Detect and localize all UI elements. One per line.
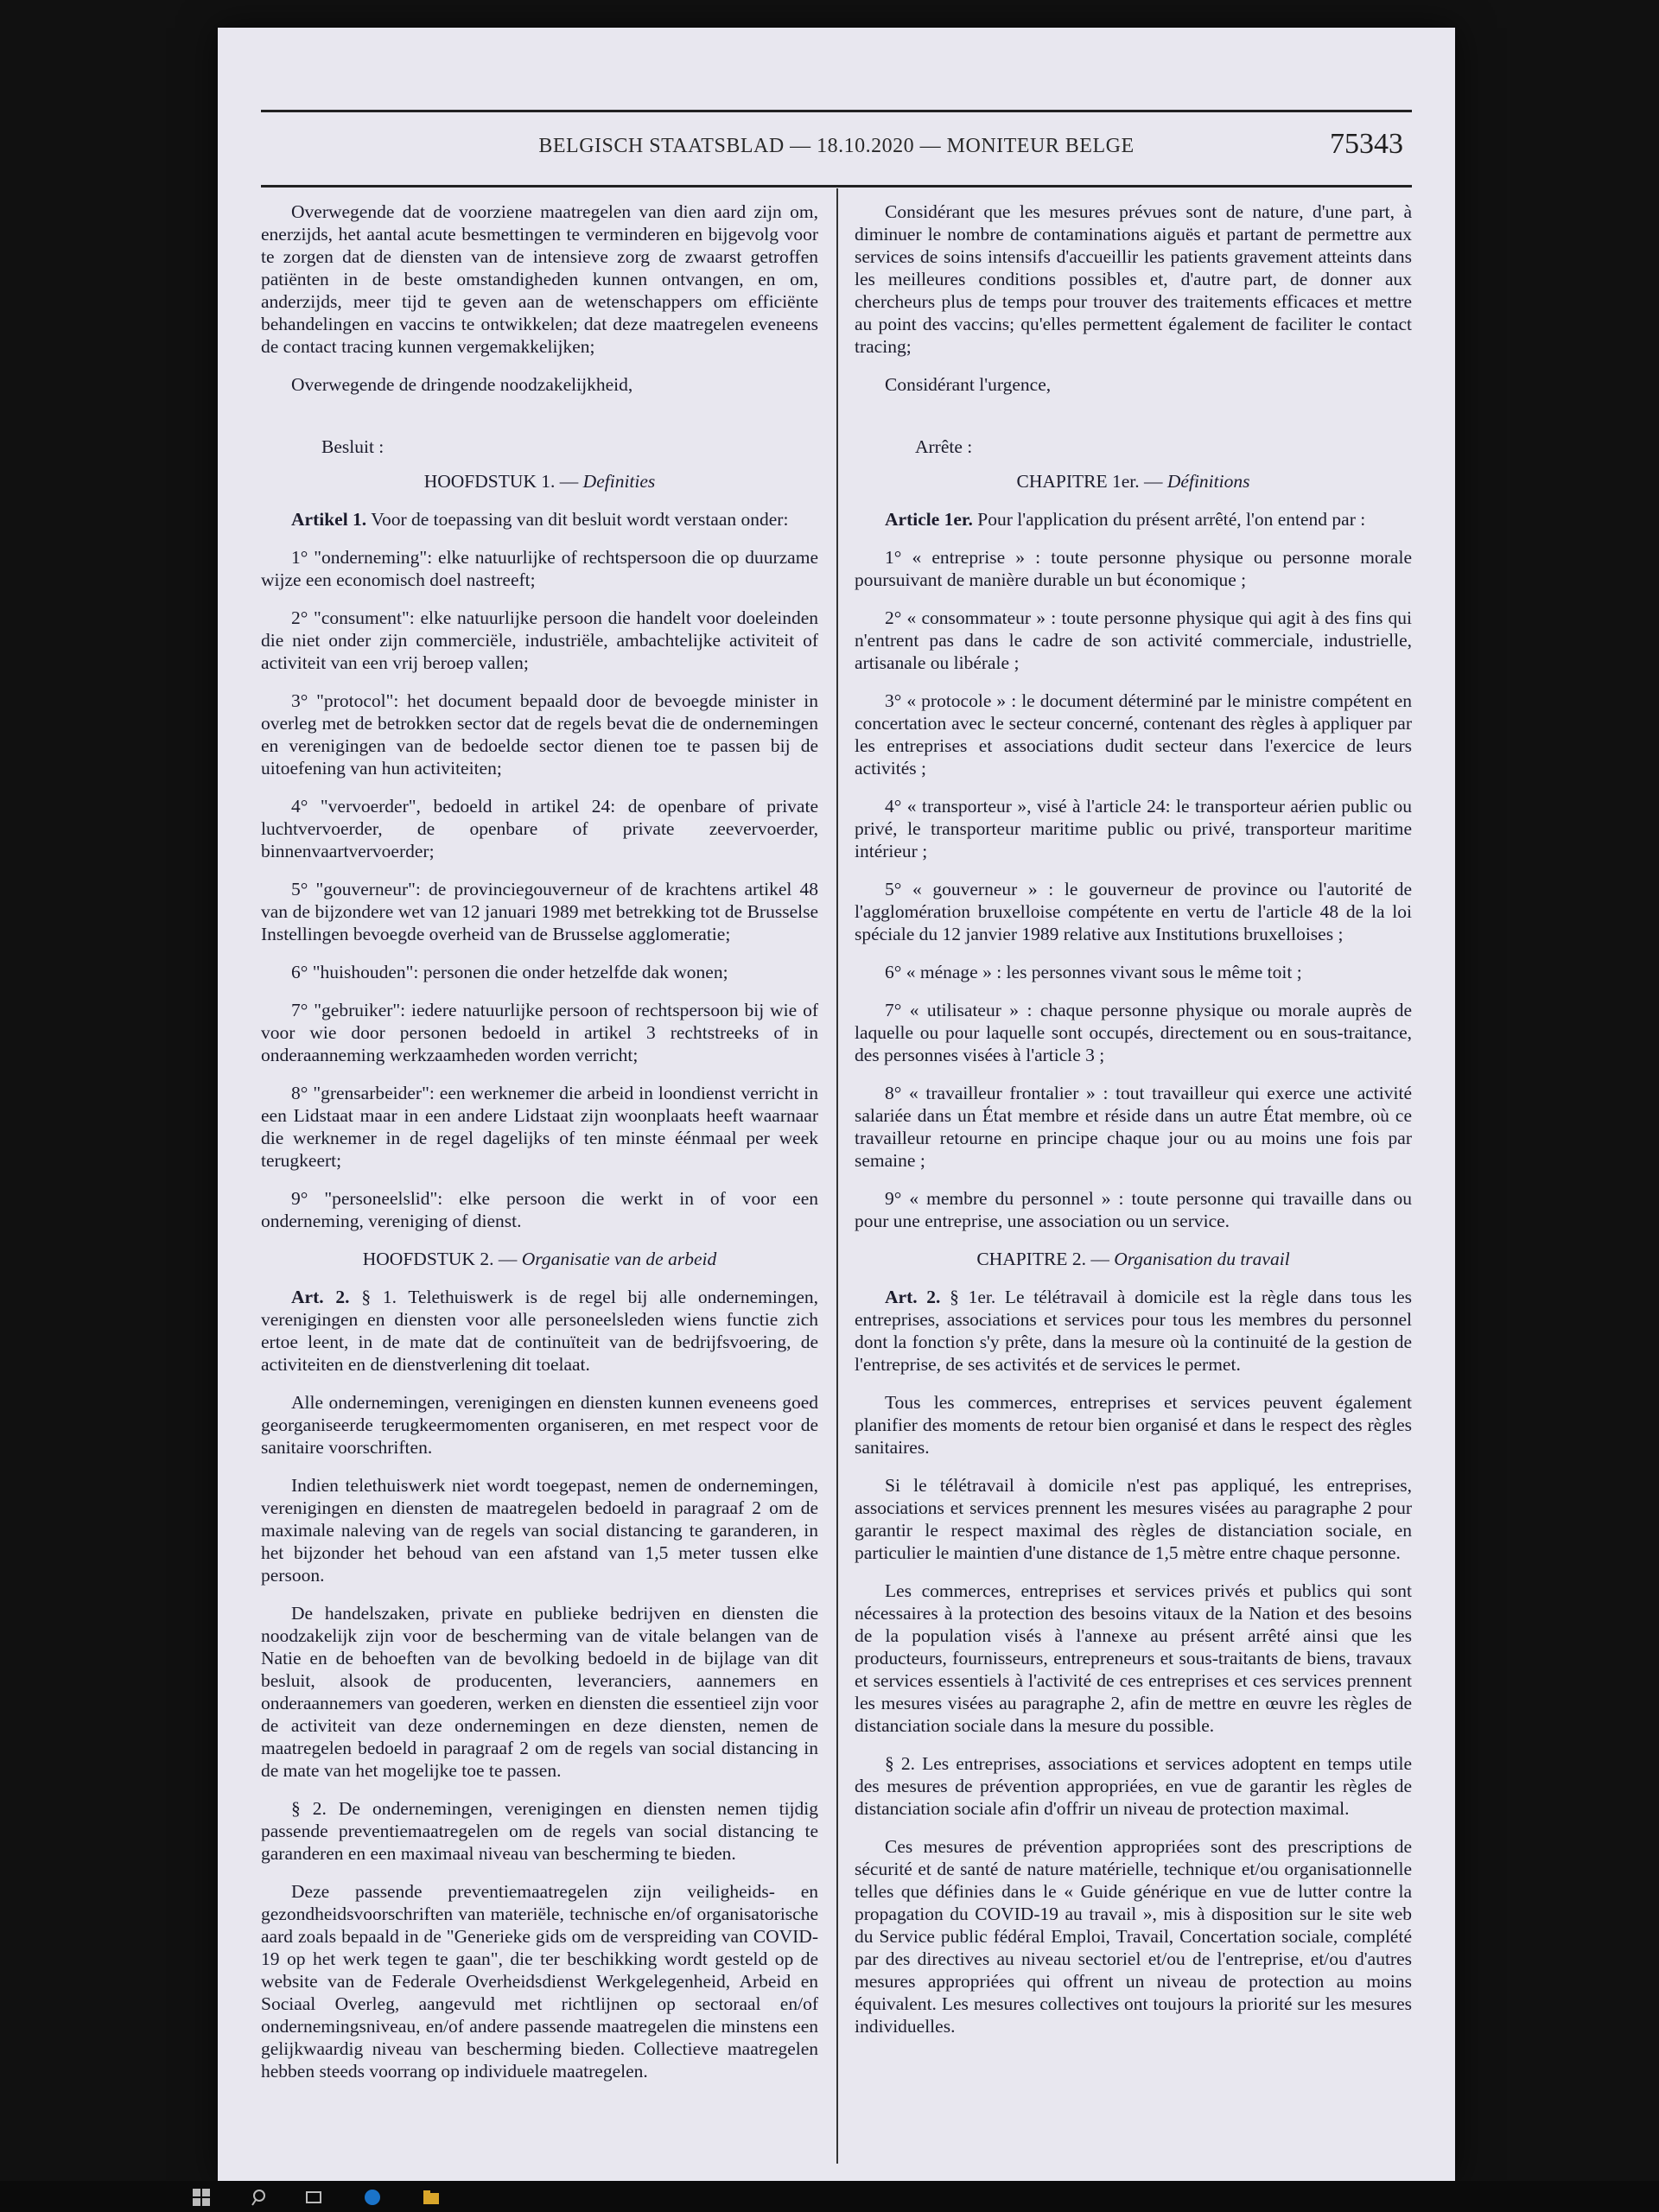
paragraph: Indien telethuiswerk niet wordt toegepast, nemen de ondernemingen, verenigingen en diensten de maatregelen bedoeld in paragraaf 2 om de maximale naleving van de regels van social distancing te garanderen, in het bijzonder het behoud van een afstand van 1,5 meter tussen elke persoon. — [261, 1475, 818, 1586]
paragraph: Deze passende preventiemaatregelen zijn veiligheids- en gezondheidsvoorschriften van materiële, technische en/of organisatorische aard zoals bepaald in de "Generieke gids om de verspreiding van COVID-19 op het werk tegen te gaan", die ter beschikking wordt gesteld op de website van de Federale Overheidsdienst Werkgelegenheid, Arbeid en Sociaal Overleg, aangevuld met richtlijnen op sectoraal en/of ondernemingsniveau, en/of andere passende maatregelen die minstens een gelijkwaardig niveau van bescherming bieden. Collectieve maatregelen hebben steeds voorrang op individuele maatregelen. — [261, 1881, 818, 2082]
paragraph: Overwegende de dringende noodzakelijkheid, — [291, 374, 633, 395]
article-text: § 1er. Le télétravail à domicile est la règle dans tous les entreprises, associations et services pour tous les membres du personnel dont la fonction s'y prête, dans la mesure où la continuité de la gestion de l'entreprise, de ses activités et de services le permet. — [855, 1287, 1413, 1375]
article-label: Art. 2. — [291, 1287, 350, 1307]
paragraph: Overwegende dat de voorziene maatregelen van dien aard zijn om, enerzijds, het aantal acute besmettingen te verminderen en bijgevolg voor te zorgen dat de diensten van de intensieve zorg de zwaarst getroffen patiënten in de beste omstandigheden kunnen ontvangen, en om, anderzijds, meer tijd te geven aan de wetenschappers om efficiënte behandelingen en vaccins te ontwikkelen; dat deze maatregelen eveneens de contact tracing kunnen vergemakkelijken; — [261, 201, 818, 357]
paragraph: De handelszaken, private en publieke bedrijven en diensten die noodzakelijk zijn voor de bescherming van de vitale belangen van de Natie en de behoeften van de bevolking bedoeld in de bijlage van dit besluit, alsook de producenten, leveranciers, aannemers en onderaannemers van goederen, werken en diensten die essentieel zijn voor de activiteit van deze ondernemingen en deze diensten, nemen de maatregelen bedoeld in paragraaf 2 om de regels van social distancing in de mate van het mogelijke toe te passen. — [261, 1603, 818, 1781]
folder-icon[interactable] — [422, 2188, 441, 2207]
chapter-heading — [855, 470, 1412, 493]
definition-item: 4° « transporteur », visé à l'article 24: le transporteur aérien public ou privé, le transporteur maritime public ou privé, transporteur maritime intérieur ; — [855, 796, 1412, 861]
paragraph: Alle ondernemingen, verenigingen en diensten kunnen eveneens goed georganiseerde terugkeermomenten organiseren, en met respect voor de sanitaire voorschriften. — [261, 1392, 818, 1458]
chapter-heading — [261, 470, 818, 493]
paragraph: Si le télétravail à domicile n'est pas appliqué, les entreprises, associations et services prennent les mesures visées au paragraphe 2 pour garantir le respect maximal des règles de distanciation sociale, en particulier le maintien d'une distance de 1,5 mètre entre chaque personne. — [855, 1475, 1412, 1563]
definition-item: 8° « travailleur frontalier » : tout travailleur qui exerce une activité salariée dans un État membre et réside dans un autre État membre, où ce travailleur retourne en principe chaque jour ou au moins une fois par semaine ; — [855, 1083, 1412, 1171]
decision-label: Besluit : — [321, 436, 385, 457]
column-divider — [836, 188, 838, 2164]
page-header — [261, 110, 1412, 188]
paragraph: § 2. De ondernemingen, verenigingen en diensten nemen tijdig passende preventiemaatregelen om de regels van social distancing te garanderen en een maximaal niveau van bescherming te bieden. — [261, 1798, 818, 1864]
article-text: § 1. Telethuiswerk is de regel bij alle ondernemingen, verenigingen en diensten voor alle personeelsleden wiens functie zich ertoe leent, in de mate dat de continuïteit van de bedrijfsvoering, de activiteiten en de dienstverlening dit toelaat. — [261, 1287, 818, 1375]
chapter-heading — [855, 1248, 1412, 1270]
chapter-label: HOOFDSTUK 1. — — [423, 471, 579, 492]
article-paragraph — [855, 508, 1412, 531]
chapter-label: CHAPITRE 1er. — — [1016, 471, 1163, 492]
definition-item: 6° « ménage » : les personnes vivant sous le même toit ; — [885, 962, 1302, 982]
paragraph: Considérant l'urgence, — [885, 374, 1052, 395]
definition-item: 2° « consommateur » : toute personne physique qui agit à des fins qui n'entrent pas dans le cadre de son activité commerciale, industrielle, artisanale ou libérale ; — [855, 607, 1412, 673]
article-text: Voor de toepassing van dit besluit wordt verstaan onder: — [371, 509, 789, 530]
edge-icon[interactable] — [363, 2188, 382, 2207]
dutch-column — [261, 200, 818, 2164]
chapter-title: Définitions — [1166, 471, 1250, 492]
article-text: Pour l'application du présent arrêté, l'on entend par : — [977, 509, 1366, 530]
definition-item: 1° "onderneming": elke natuurlijke of rechtspersoon die op duurzame wijze een economisch doel nastreeft; — [261, 547, 818, 590]
definition-item: 7° "gebruiker": iedere natuurlijke persoon of rechtspersoon bij wie of voor wie door personen bedoeld in artikel 3 rechtstreeks of in onderaanneming werkzaamheden worden verricht; — [261, 1000, 818, 1065]
article-paragraph — [261, 1286, 818, 1376]
paragraph: Les commerces, entreprises et services privés et publics qui sont nécessaires à la protection des besoins vitaux de la Nation et des besoins de la population visés à l'annexe au présent arrêté ainsi que les producteurs, fournisseurs, entrepreneurs et sous-traitants de biens, travaux et services essentiels à l'activité de ces entreprises et ces services prennent les mesures visées au paragraphe 2, afin de mettre en œuvre les règles de distanciation sociale dans la mesure du possible. — [855, 1580, 1412, 1736]
definition-item: 5° « gouverneur » : le gouverneur de province ou l'autorité de l'agglomération bruxelloise compétente en vertu de l'article 48 de la loi spéciale du 12 janvier 1989 relative aux Institutions bruxelloises ; — [855, 879, 1412, 944]
definition-item: 3° "protocol": het document bepaald door de bevoegde minister in overleg met de betrokken sector dat de regels bevat die de ondernemingen en verenigingen van de bedoelde sector dienen toe te passen bij de uitoefening van hun activiteiten; — [261, 690, 818, 779]
definition-item: 4° "vervoerder", bedoeld in artikel 24: de openbare of private luchtvervoerder, de openbare of private zeevervoerder, binnenvaartvervoerder; — [261, 796, 818, 861]
decision-label: Arrête : — [915, 436, 973, 457]
definition-item: 7° « utilisateur » : chaque personne physique ou morale auprès de laquelle ou pour laquelle sont occupés, directement ou en sous-traitance, des personnes visées à l'article 3 ; — [855, 1000, 1412, 1065]
definition-item: 9° "personeelslid": elke persoon die werkt in of voor een onderneming, vereniging of dienst. — [261, 1188, 818, 1231]
page-header-title: BELGISCH STAATSBLAD — 18.10.2020 — MONITEUR BELGE — [538, 135, 1135, 157]
definition-item: 5° "gouverneur": de provinciegouverneur of de krachtens artikel 48 van de bijzondere wet van 12 januari 1989 met betrekking tot de Brusselse Instellingen bevoegde overheid van de Brusselse agglomeratie; — [261, 879, 818, 944]
chapter-title: Definities — [582, 471, 656, 492]
chapter-label: CHAPITRE 2. — — [976, 1249, 1109, 1269]
definition-item: 6° "huishouden": personen die onder hetzelfde dak wonen; — [291, 962, 728, 982]
article-paragraph — [855, 1286, 1412, 1376]
paragraph: Ces mesures de prévention appropriées sont des prescriptions de sécurité et de santé de nature matérielle, technique et/ou organisationnelle telles que définies dans le « Guide générique en vue de lutter contre la propagation du COVID-19 au travail », mis à disposition sur le site web du Service public fédéral Emploi, Travail, Concertation sociale, complété par des directives au niveau sectoriel et/ou de l'entreprise, et/ou d'autres mesures appropriées qui offrent un niveau de protection au moins équivalent. Les mesures collectives ont toujours la priorité sur les mesures individuelles. — [855, 1836, 1412, 2037]
article-label: Art. 2. — [885, 1287, 941, 1307]
chapter-heading — [261, 1248, 818, 1270]
definition-item: 9° « membre du personnel » : toute personne qui travaille dans ou pour une entreprise, une association ou un service. — [855, 1188, 1412, 1231]
document-page — [218, 28, 1455, 2181]
taskview-icon[interactable] — [304, 2188, 323, 2207]
article-paragraph — [261, 508, 818, 531]
taskbar — [0, 2181, 1659, 2212]
definition-item: 8° "grensarbeider": een werknemer die arbeid in loondienst verricht in een Lidstaat maar in een andere Lidstaat zijn woonplaats heeft waarnaar die werknemer in de regel dagelijks of ten minste éénmaal per week terugkeert; — [261, 1083, 818, 1171]
paragraph: Considérant que les mesures prévues sont de nature, d'une part, à diminuer le nombre de contaminations aiguës et partant de permettre aux services de soins intensifs d'accueillir les patients gravement atteints dans les meilleures conditions possibles et, d'autre part, de donner aux chercheurs plus de temps pour trouver des traitements efficaces et mettre au point des vaccins; qu'elles permettent également de faciliter le contact tracing; — [855, 201, 1412, 357]
search-icon[interactable] — [251, 2188, 270, 2207]
paragraph: § 2. Les entreprises, associations et services adoptent en temps utile des mesures de prévention appropriées, en vue de garantir les règles de distanciation sociale afin d'offrir un niveau de protection maximal. — [855, 1753, 1412, 1819]
definition-item: 1° « entreprise » : toute personne physique ou personne morale poursuivant de manière durable un but économique ; — [855, 547, 1412, 590]
french-column — [855, 200, 1412, 2164]
definition-item: 2° "consument": elke natuurlijke persoon die handelt voor doeleinden die niet onder zijn commerciële, industriële, ambachtelijke activiteit of activiteit van een vrij beroep vallen; — [261, 607, 818, 673]
chapter-label: HOOFDSTUK 2. — — [362, 1249, 518, 1269]
article-label: Article 1er. — [885, 509, 973, 530]
page-number: 75343 — [1330, 128, 1403, 160]
chapter-title: Organisation du travail — [1114, 1249, 1290, 1269]
start-icon[interactable] — [192, 2188, 211, 2207]
paragraph: Tous les commerces, entreprises et services peuvent également planifier des moments de retour bien organisé et dans le respect des règles sanitaires. — [855, 1392, 1412, 1458]
chapter-title: Organisatie van de arbeid — [521, 1249, 717, 1269]
article-label: Artikel 1. — [291, 509, 367, 530]
definition-item: 3° « protocole » : le document déterminé par le ministre compétent en concertation avec le secteur concerné, contenant des règles à appliquer par les entreprises et associations dudit secteur dans l'exercice de leurs activités ; — [855, 690, 1412, 779]
